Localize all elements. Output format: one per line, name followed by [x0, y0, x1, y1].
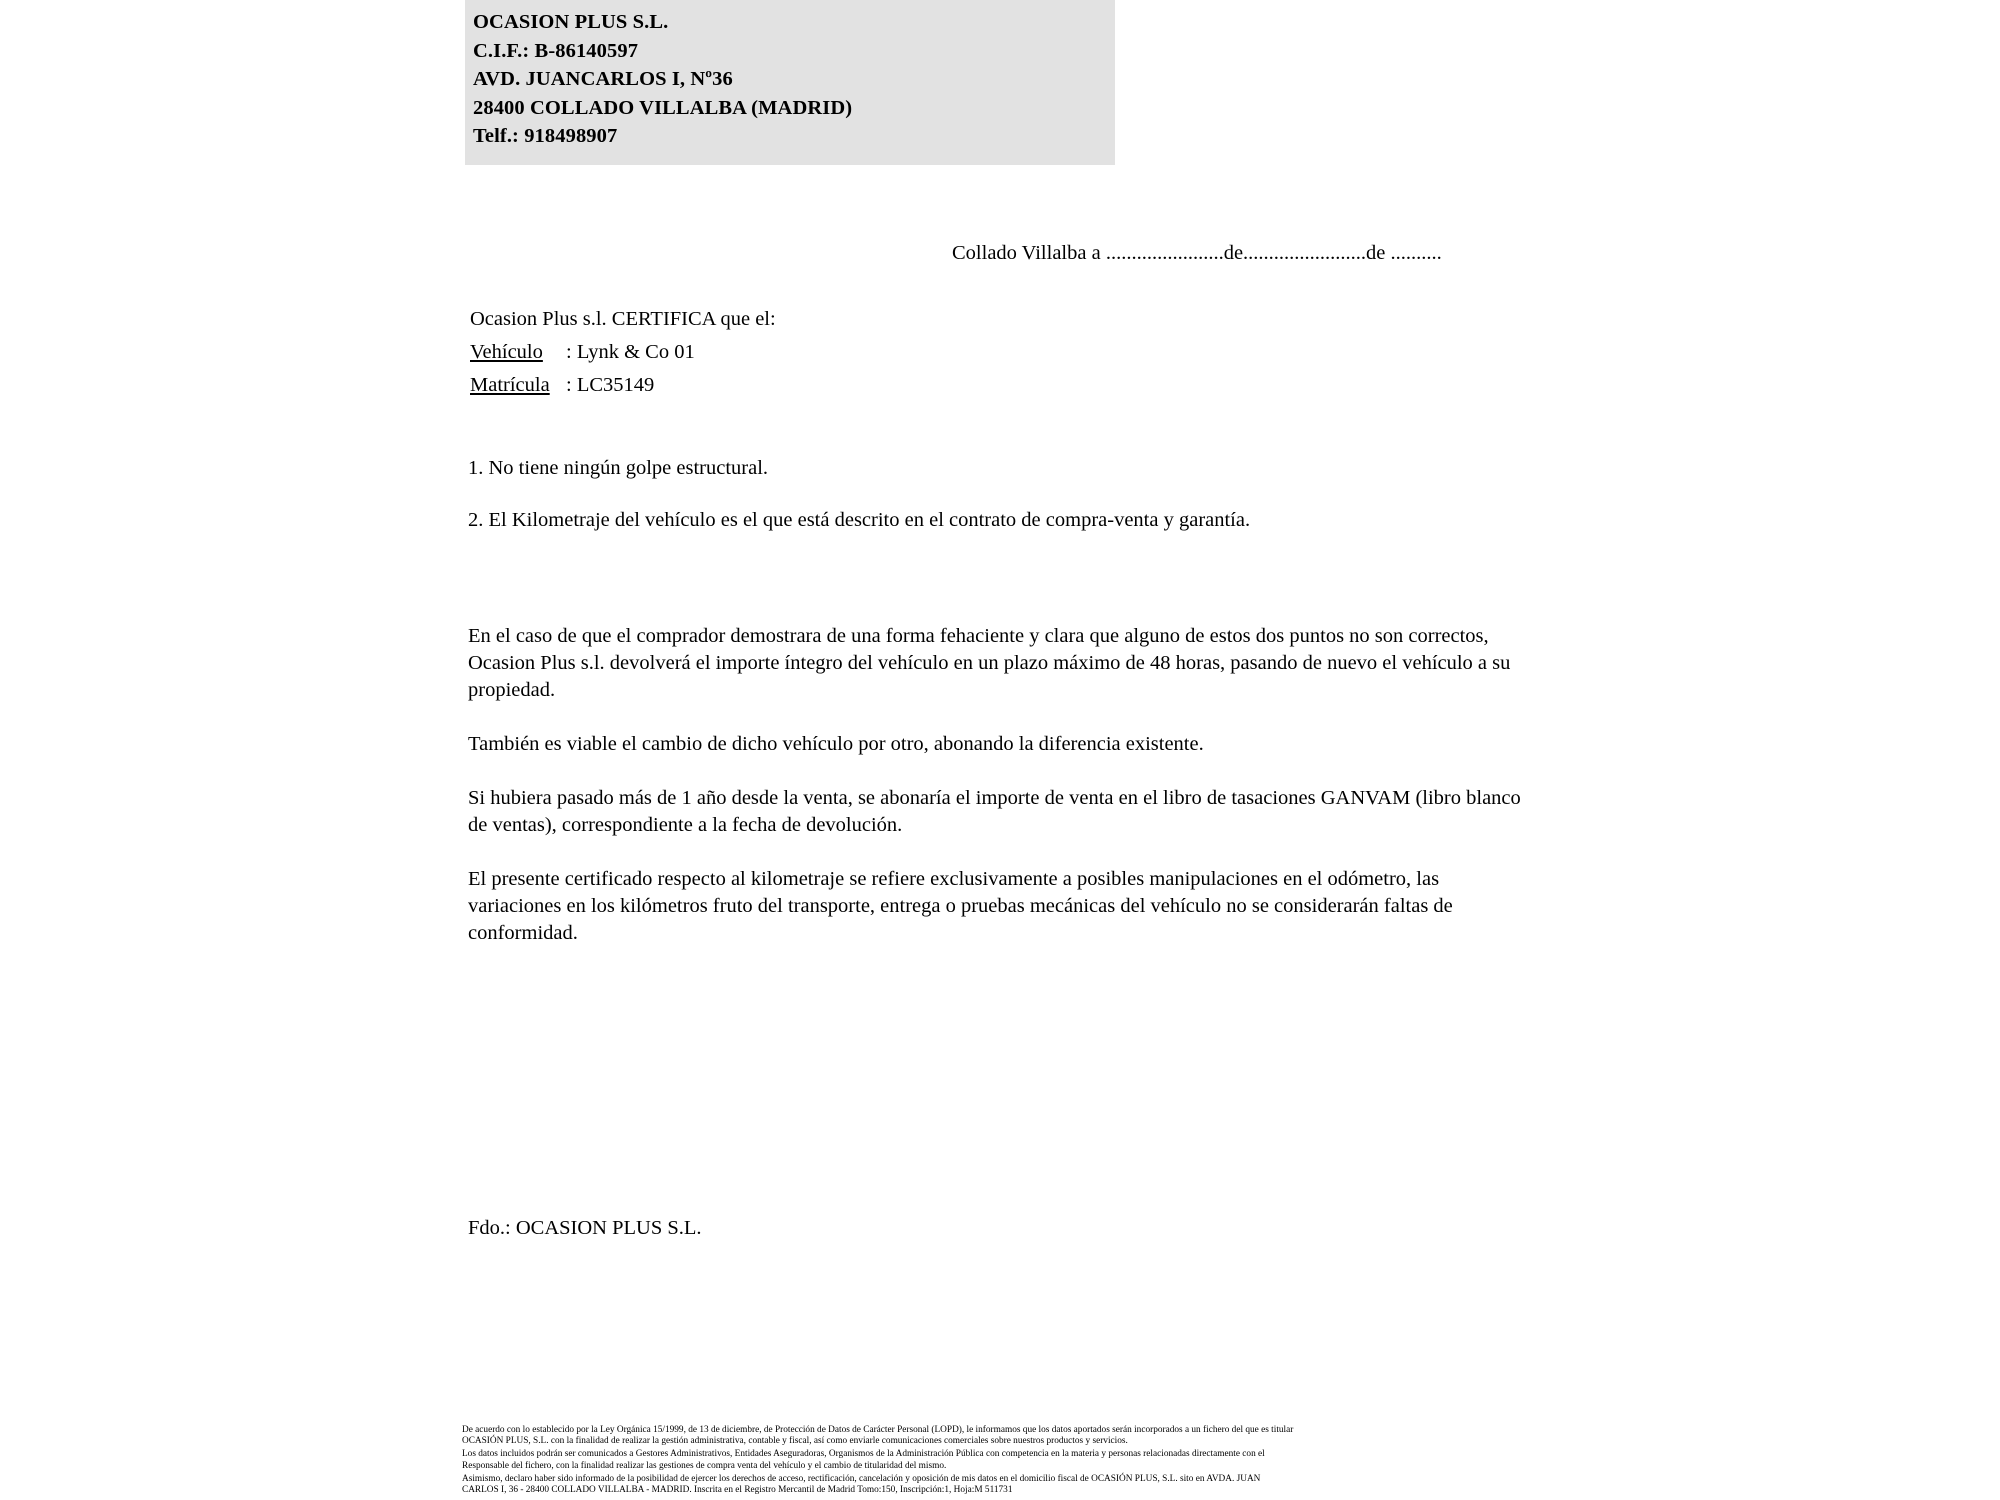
vehicle-value: : Lynk & Co 01 — [566, 341, 695, 363]
legal-line-5: Asimismo, declaro haber sido informado de la posibilidad de ejercer los derechos de acceso, rectificación, cancelación y oposición de mis datos en el domicilio fiscal de OCASIÓN PLUS, S.L. sito en AVDA. JUAN — [462, 1473, 1261, 1484]
body-paragraph-4: El presente certificado respecto al kilometraje se refiere exclusivamente a posibles manipulaciones en el odómetro, las variaciones en los kilómetros fruto del transporte, entrega o pruebas mecánicas del vehículo no se considerarán faltas de conformidad. — [468, 868, 1453, 944]
company-address-street: AVD. JUANCARLOS I, Nº36 — [473, 68, 733, 90]
dateline: Collado Villalba a .......................de........................de .......... — [952, 242, 1442, 264]
legal-line-3: Los datos incluidos podrán ser comunicados a Gestores Administrativos, Entidades Aseguradoras, Organismos de la Administración Pública con competencia en la materia y personas relacionadas directamente con el — [462, 1449, 1265, 1460]
letterhead-block — [465, 0, 1115, 165]
plate-label: Matrícula — [470, 374, 550, 396]
body-text — [468, 623, 1533, 974]
legal-line-1: De acuerdo con lo establecido por la Ley Orgánica 15/1999, de 13 de diciembre, de Protección de Datos de Carácter Personal (LOPD), le informamos que los datos aportados serán incorporados a un fichero del que es titular — [462, 1425, 1294, 1435]
company-address-city: 28400 COLLADO VILLALBA (MADRID) — [473, 96, 853, 119]
legal-line-6: CARLOS I, 36 - 28400 COLLADO VILLALBA - MADRID. Inscrita en el Registro Mercantil de Madrid Tomo:150, Inscripción:1, Hoja:M 511731 — [462, 1485, 1013, 1496]
footer-legal-notice — [462, 1425, 1582, 1496]
body-paragraph-1: En el caso de que el comprador demostrara de una forma fehaciente y clara que alguno de estos dos puntos no son correctos, Ocasion Plus s.l. devolverá el importe íntegro del vehículo en un plazo máximo de 48 horas, pasando de nuevo el vehículo a su propiedad. — [468, 625, 1511, 701]
vehicle-row — [470, 336, 776, 369]
body-paragraph-2: También es viable el cambio de dicho vehículo por otro, abonando la diferencia existente. — [468, 733, 1204, 755]
company-phone: Telf.: 918498907 — [473, 125, 618, 147]
point-2: 2. El Kilometraje del vehículo es el que está descrito en el contrato de compra-venta y garantía. — [468, 509, 1251, 531]
body-paragraph-3: Si hubiera pasado más de 1 año desde la venta, se abonaría el importe de venta en el libro de tasaciones GANVAM (libro blanco de ventas), correspondiente a la fecha de devolución. — [468, 787, 1521, 836]
vehicle-label: Vehículo — [470, 341, 543, 363]
legal-line-4: Responsable del fichero, con la finalidad realizar las gestiones de compra venta del vehículo y el cambio de titularidad del mismo. — [462, 1460, 947, 1471]
certification-intro: Ocasion Plus s.l. CERTIFICA que el: — [470, 308, 776, 330]
company-name: OCASION PLUS S.L. — [473, 11, 669, 33]
certification-points — [468, 455, 1548, 559]
signature-line: Fdo.: OCASION PLUS S.L. — [468, 1217, 702, 1239]
company-cif: C.I.F.: B-86140597 — [473, 39, 639, 62]
plate-value: : LC35149 — [566, 374, 655, 396]
point-1: 1. No tiene ningún golpe estructural. — [468, 457, 769, 479]
legal-line-2: OCASIÓN PLUS, S.L. con la finalidad de realizar la gestión administrativa, contable y fiscal, así como enviarle comunicaciones comerciales sobre nuestros productos y servicios. — [462, 1436, 1128, 1447]
certification-block — [470, 303, 776, 402]
plate-row — [470, 369, 776, 402]
